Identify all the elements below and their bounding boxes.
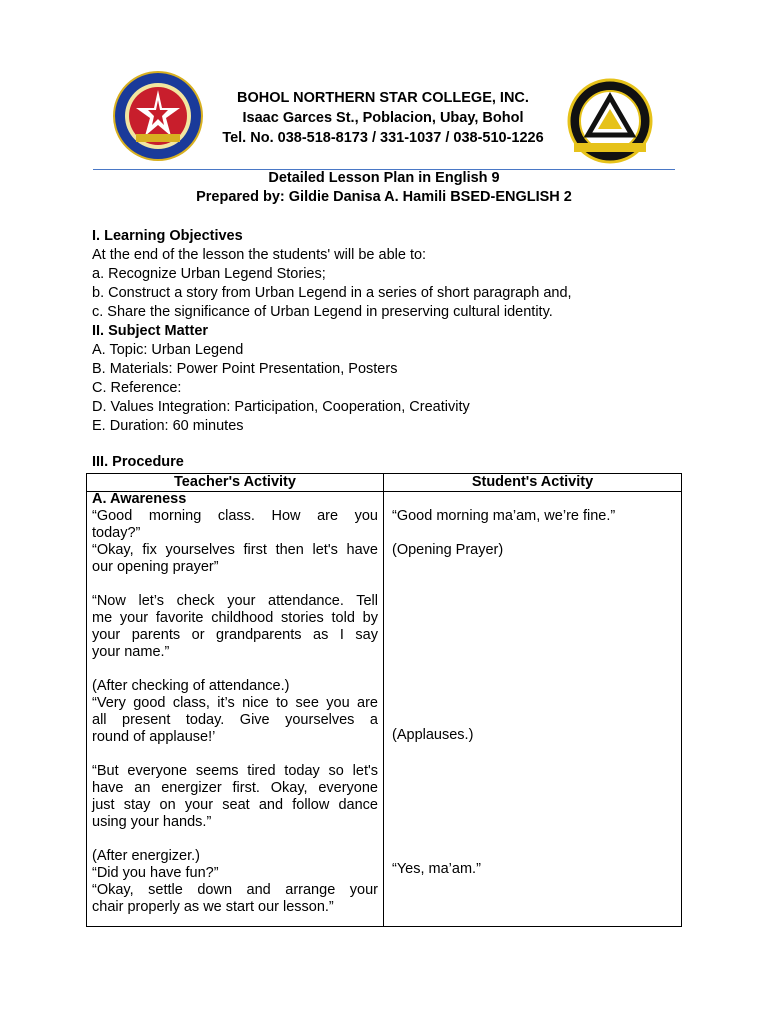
student-column-header: Student's Activity [471, 474, 594, 490]
teacher-line: “But everyone seems tired today so let's [92, 763, 378, 779]
teacher-line: “Okay, fix yourselves first then let's have [92, 542, 378, 558]
procedure-heading: III. Procedure [92, 454, 184, 470]
subject-matter-heading: II. Subject Matter [92, 323, 209, 339]
student-response: “Good morning ma’am, we’re fine.” [392, 508, 616, 524]
teacher-line: round of applause!’ [92, 729, 216, 745]
teacher-line: our opening prayer” [92, 559, 219, 575]
teacher-line: “Good morning class. How are you [92, 508, 378, 524]
student-response: (Opening Prayer) [392, 542, 504, 558]
teacher-line: “Very good class, it’s nice to see you are [92, 695, 378, 711]
subject-matter-item: B. Materials: Power Point Presentation, Posters [92, 361, 398, 377]
college-header [200, 88, 566, 148]
teacher-line: just stay on your seat and follow dance [92, 797, 378, 813]
college-name: BOHOL NORTHERN STAR COLLEGE, INC. [237, 90, 529, 106]
teacher-line: “Now let’s check your attendance. Tell [92, 593, 378, 609]
teacher-line: (After checking of attendance.) [92, 678, 290, 694]
teacher-activity-cell [92, 491, 378, 916]
teacher-line: today?” [92, 525, 141, 541]
lesson-body [92, 227, 692, 436]
lesson-title: Detailed Lesson Plan in English 9 [268, 170, 500, 186]
prepared-by: Prepared by: Gildie Danisa A. Hamili BSED-ENGLISH 2 [196, 189, 572, 205]
teacher-line: “Okay, settle down and arrange your [92, 882, 378, 898]
college-seal-right-logo [562, 77, 658, 165]
column-divider [383, 474, 384, 926]
teacher-line: (After energizer.) [92, 848, 200, 864]
teacher-line: all present today. Give yourselves a [92, 712, 378, 728]
objective-item: c. Share the significance of Urban Legend in preserving cultural identity. [92, 304, 553, 320]
teacher-line: me your favorite childhood stories told by [92, 610, 378, 626]
objectives-intro: At the end of the lesson the students' will be able to: [92, 247, 427, 263]
section-heading: A. Awareness [92, 491, 187, 507]
student-response: “Yes, ma’am.” [392, 861, 481, 877]
subject-matter-item: E. Duration: 60 minutes [92, 418, 244, 434]
student-response: (Applauses.) [392, 727, 474, 743]
objective-item: b. Construct a story from Urban Legend in a series of short paragraph and, [92, 285, 572, 301]
objectives-heading: I. Learning Objectives [92, 228, 243, 244]
teacher-line: chair properly as we start our lesson.” [92, 899, 334, 915]
college-seal-left-logo [112, 70, 204, 162]
teacher-line: your parents or grandparents as I say [92, 627, 378, 643]
objective-item: a. Recognize Urban Legend Stories; [92, 266, 326, 282]
procedure-table [86, 473, 682, 927]
subject-matter-item: D. Values Integration: Participation, Cooperation, Creativity [92, 399, 470, 415]
subject-matter-item: C. Reference: [92, 380, 182, 396]
teacher-line: using your hands.” [92, 814, 212, 830]
college-telephone: Tel. No. 038-518-8173 / 331-1037 / 038-510-1226 [222, 130, 544, 146]
college-address: Isaac Garces St., Poblacion, Ubay, Bohol [242, 110, 524, 126]
subject-matter-item: A. Topic: Urban Legend [92, 342, 244, 358]
teacher-column-header: Teacher's Activity [174, 474, 296, 490]
teacher-line: your name.” [92, 644, 170, 660]
teacher-line: have an energizer first. Okay, everyone [92, 780, 378, 796]
teacher-line: “Did you have fun?” [92, 865, 219, 881]
